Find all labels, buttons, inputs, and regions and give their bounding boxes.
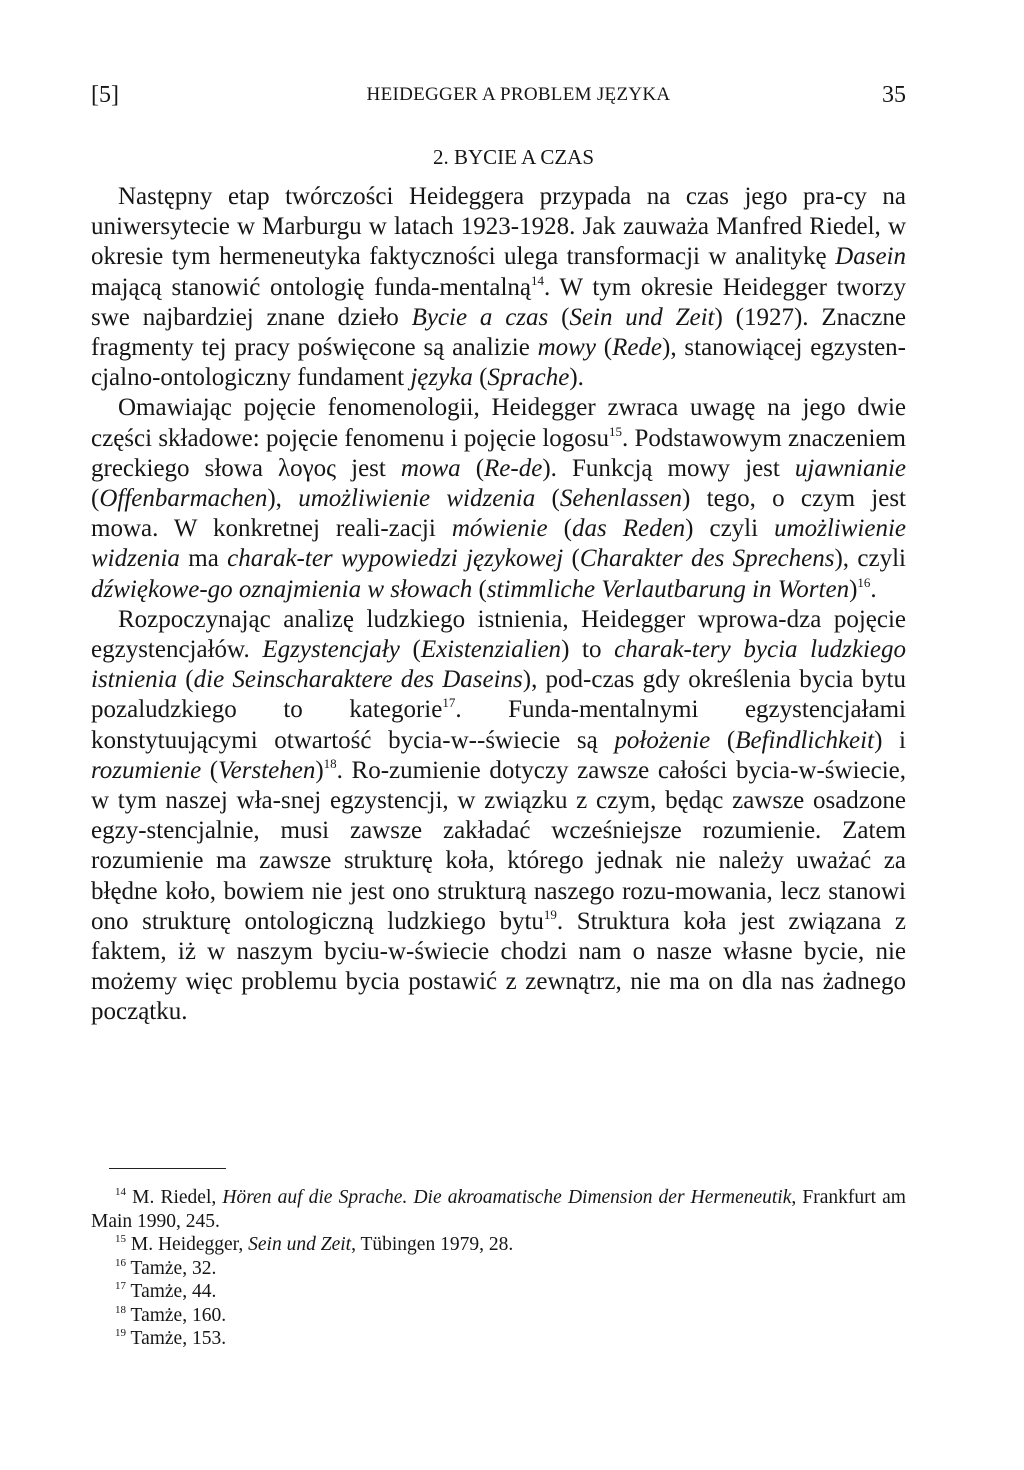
footnote-ref: 19 (115, 1327, 126, 1339)
text-run: ( (91, 485, 100, 513)
footnote-ref: 17 (442, 695, 456, 711)
footnote (91, 1327, 906, 1351)
text-run: ), pod-czas gdy określenia bycia bytu pozaludzkiego to kategorie (91, 666, 906, 724)
italic-text: Dasein (835, 243, 906, 271)
text-run: ( (563, 545, 580, 573)
italic-text: umożliwienie widzenia (298, 485, 536, 513)
footnote-ref: 19 (543, 906, 557, 922)
footnote-ref: 14 (531, 272, 545, 288)
italic-text: Bycie a czas (411, 303, 549, 331)
italic-text: die Seinscharaktere des Daseins (193, 666, 523, 694)
italic-text: Sehenlassen (559, 485, 683, 513)
footnote-ref: 15 (115, 1233, 126, 1245)
text-run: mającą stanowić ontologię funda-mentalną (91, 273, 532, 301)
text-run: ) to (561, 636, 615, 664)
text-run: , Frankfurt am Main 1990, 245. (91, 1187, 906, 1232)
text-run: ) (1927). Znaczne fragmenty tej pracy poświęcone są analizie (91, 303, 906, 362)
italic-text: rozumienie (91, 756, 202, 784)
paragraph (91, 393, 906, 604)
text-run: ) i (874, 726, 906, 754)
footnote-ref: 17 (115, 1280, 126, 1292)
italic-text: Befindlichkeit (735, 726, 875, 754)
italic-text: das Reden (571, 515, 686, 543)
footnote-ref: 18 (323, 755, 337, 771)
italic-text: mowy (537, 334, 596, 362)
italic-text: Hören auf die Sprache. Die akroamatische Dimension der Hermeneutik (222, 1187, 792, 1208)
text-run: . Podstawowym znaczeniem greckiego słowa λογος jest (91, 424, 906, 482)
text-run: ma (179, 545, 228, 573)
text-run: Tamże, 44. (126, 1281, 217, 1302)
text-run: ), (267, 485, 299, 513)
text-run: M. Riedel, (126, 1187, 223, 1208)
text-run: . Funda-mentalnymi egzystencjałami konstytuującymi otwartość bycia-w--świecie są (91, 696, 906, 754)
text-run: . Struktura koła jest związana z faktem, iż w naszym byciu-w-świecie chodzi nam o nasze własne bycie, nie możemy więc problemu bycia postawić z zewnątrz, nie ma on dla nas żadnego początku. (91, 907, 906, 1026)
footnote-ref: 18 (115, 1303, 126, 1316)
footnote (91, 1233, 906, 1257)
text-run: ( (399, 636, 421, 664)
italic-text: stimmliche Verlautbarung in Worten (486, 575, 850, 603)
footnote (91, 1280, 906, 1304)
text-run: ( (460, 454, 485, 482)
italic-text: ujawnianie (794, 454, 907, 482)
section-marker: [5] (91, 82, 119, 108)
italic-text: charak-ter wypowiedzi językowej (227, 545, 564, 573)
italic-text: mowa (400, 454, 461, 482)
italic-text: Existenzialien (420, 636, 562, 664)
text-run: ) czyli (685, 515, 775, 543)
footnotes (91, 1186, 906, 1351)
italic-text: języka (410, 364, 473, 392)
text-run: ) (315, 756, 324, 784)
text-run: Omawiając pojęcie fenomenologii, Heidegger zwraca uwagę na jego dwie części składowe: pojęcie fenomenu i pojęcie logosu (91, 394, 906, 452)
italic-text: Offenbarmachen (99, 485, 268, 513)
italic-text: umożliwienie widzenia (91, 515, 906, 573)
text-run: ( (710, 726, 736, 754)
text-run: ( (177, 666, 194, 694)
text-run: ), czyli (834, 545, 906, 573)
text-run: ) (849, 575, 858, 603)
text-run: ( (595, 334, 613, 362)
footnote-ref: 14 (115, 1186, 126, 1198)
text-run: ) tego, o czym jest mowa. W konkretnej reali-zacji (91, 485, 907, 543)
text-run: . Ro-zumienie dotyczy zawsze całości bycia-w-świecie, w tym naszej wła-snej egzystencji, w związku z czym, będąc zawsze osadzone egzy-stencjalnie, musi zawsze zakładać wcześniejsze rozumienie. Zatem rozumienie ma zawsze strukturę koła, którego jednak nie należy uważać za błędne koło, bowiem nie jest ono strukturą naszego rozu-mowania, lecz stanowi ono strukturę ontologiczną ludzkiego bytu (91, 756, 906, 935)
text-run: . W tym okresie Heidegger tworzy swe najbardziej znane dzieło (91, 273, 907, 331)
text-run: ( (472, 364, 488, 392)
italic-text: Sprache (487, 364, 570, 392)
italic-text: dźwiękowe-go oznajmienia w słowach (91, 575, 473, 603)
body-text (91, 182, 906, 1028)
text-run: , Tübingen 1979, 28. (351, 1234, 514, 1255)
italic-text: Sein und Zeit (569, 303, 715, 331)
text-run: ( (547, 515, 572, 543)
text-run: . (870, 575, 877, 603)
footnote (91, 1186, 906, 1233)
footnote-separator (109, 1168, 226, 1169)
text-run: Następny etap twórczości Heideggera przypada na czas jego pra-cy na uniwersytecie w Marburgu w latach 1923-1928. Jak zauważa Manfred Riedel, w okresie tym hermeneutyka faktyczności ulega transformacji w analitykę (91, 183, 906, 271)
text-run: Rozpoczynając analizę ludzkiego istnienia, Heidegger wprowa-dza pojęcie egzystencjałów. (91, 605, 906, 664)
footnote (91, 1304, 906, 1328)
running-title: HEIDEGGER A PROBLEM JĘZYKA (366, 84, 671, 105)
text-run: ( (535, 485, 560, 513)
italic-text: charak-tery bycia ludzkiego istnienia (91, 636, 906, 694)
text-run: Tamże, 153. (126, 1328, 227, 1349)
footnote-ref: 15 (609, 423, 622, 439)
section-title: 2. BYCIE A CZAS (432, 145, 595, 169)
italic-text: Sein und Zeit (248, 1234, 352, 1255)
text-run: ( (201, 756, 219, 784)
footnote (91, 1257, 906, 1281)
italic-text: Re-de (484, 454, 543, 482)
italic-text: Egzystencjały (262, 636, 400, 664)
text-run: Tamże, 32. (126, 1257, 217, 1279)
text-run: Tamże, 160. (126, 1304, 227, 1326)
footnote-ref: 16 (857, 574, 871, 590)
footnote-ref: 16 (115, 1256, 126, 1269)
page-number: 35 (882, 82, 906, 108)
text-run: ). Funkcją mowy jest (542, 454, 795, 482)
italic-text: Charakter des Sprechens (579, 545, 835, 573)
text-run: ), stanowiącej egzysten-cjalno-ontologiczny fundament (91, 334, 906, 392)
text-run: M. Heidegger, (126, 1234, 249, 1255)
italic-text: Verstehen (218, 756, 316, 784)
italic-text: położenie (614, 726, 711, 754)
paragraph (91, 182, 906, 393)
italic-text: mówienie (451, 515, 548, 543)
italic-text: Rede (612, 334, 663, 362)
paragraph (91, 605, 906, 1028)
text-run: ). (569, 364, 584, 392)
text-run: ( (472, 575, 487, 603)
running-header (91, 80, 906, 110)
text-run: ( (548, 303, 570, 331)
